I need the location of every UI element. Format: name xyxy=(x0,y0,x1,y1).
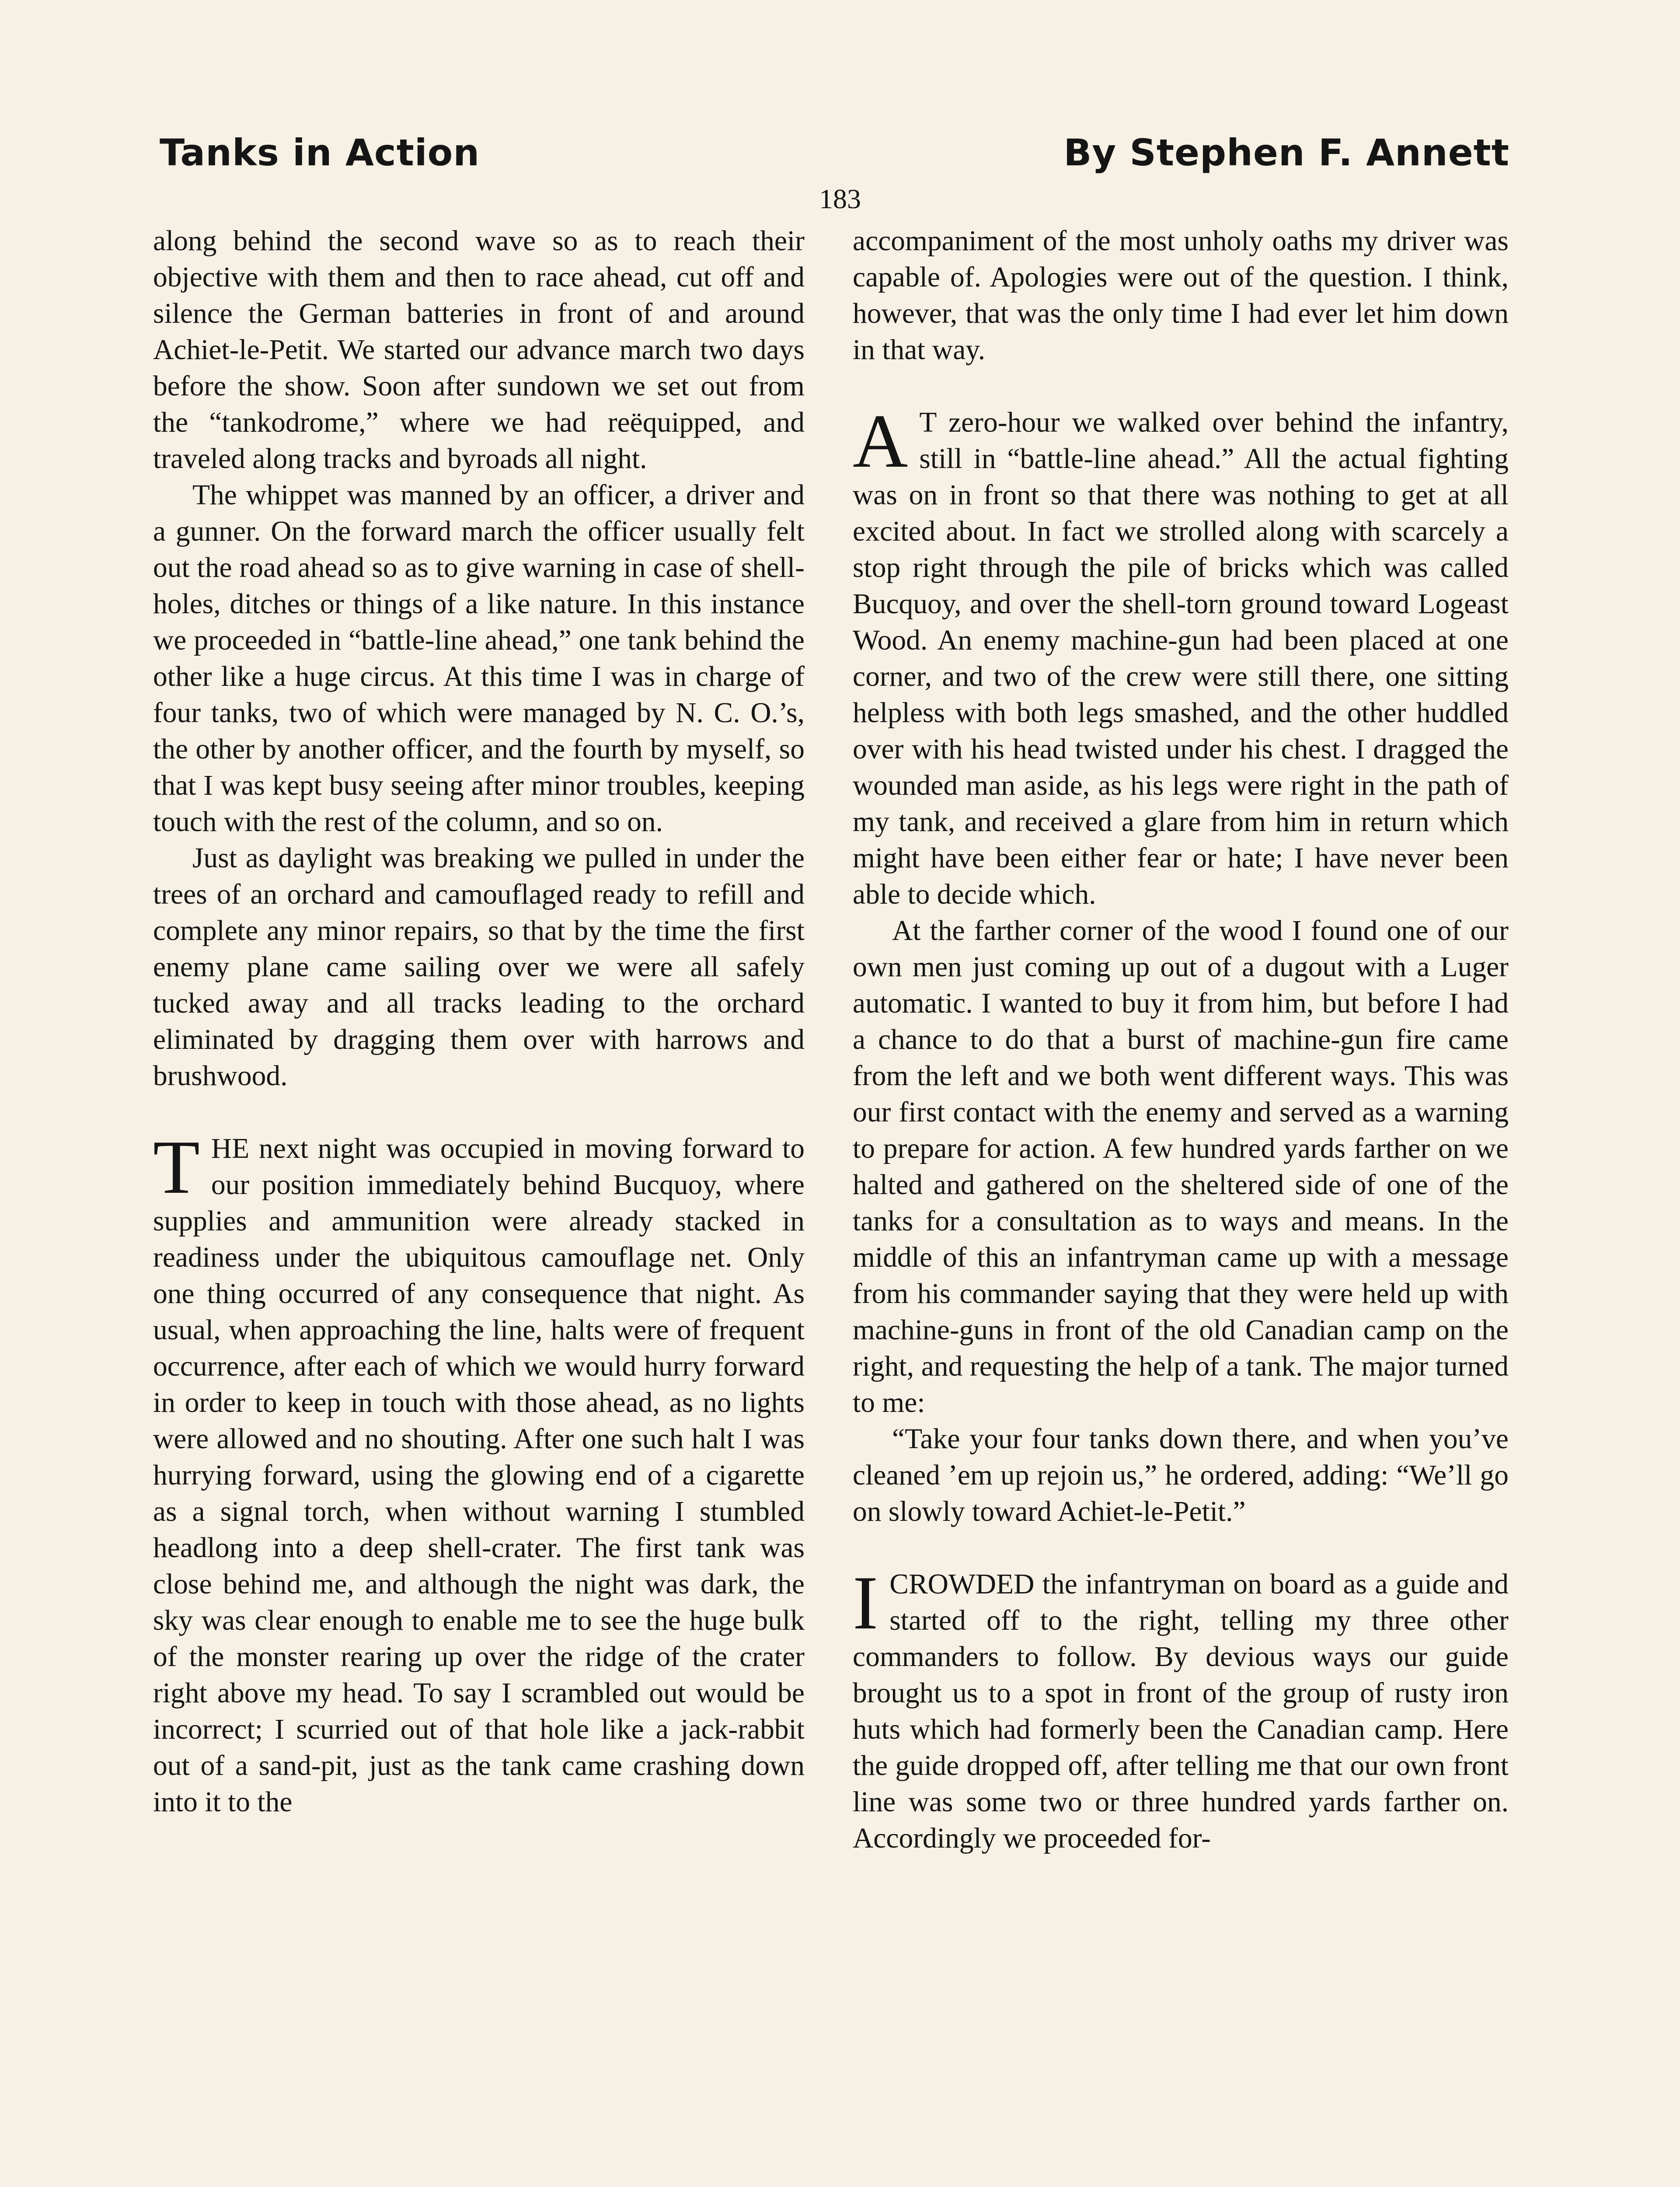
paragraph: accompaniment of the most unholy oaths my driver was capable of. Apologies were out of the question. I think, however, that was the only time I had ever let him down in that way. xyxy=(853,225,1509,366)
right-column xyxy=(853,223,1509,1857)
paragraph: The whippet was manned by an officer, a driver and a gunner. On the forward march the officer usually felt out the road ahead so as to give warning in case of shell-holes, ditches or things of a like nature. In this instance we proceeded in “battle-line ahead,” one tank behind the other like a huge circus. At this time I was in charge of four tanks, two of which were managed by N. C. O.’s, the other by another officer, and the fourth by myself, so that I was kept busy seeing after minor troubles, keeping touch with the rest of the column, and so on. xyxy=(153,479,805,838)
paragraph: “Take your four tanks down there, and when you’ve cleaned ’em up rejoin us,” he ordered, adding: “We’ll go on slowly toward Achiet-le-Petit.” xyxy=(853,1423,1509,1527)
section-paragraph xyxy=(853,398,1509,913)
paragraph: At the farther corner of the wood I found one of our own men just coming up out of a dugout with a Luger automatic. I wanted to buy it from him, but before I had a chance to do that a burst of machine-gun fire came from the left and we both went different ways. This was our first contact with the enemy and served as a warning to prepare for action. A few hundred yards farther on we halted and gathered on the sheltered side of one of the tanks for a consultation as to ways and means. In the middle of this an infantryman came up with a message from his commander saying that they were held up with machine-guns in front of the old Canadian camp on the right, and requesting the help of a tank. The major turned to me: xyxy=(853,915,1509,1418)
paragraph-text: CROWDED the infantryman on board as a guide and started off to the right, telling my three other commanders to follow. By devious ways our guide brought us to a spot in front of the group of rusty iron huts which had formerly been the Canadian camp. Here the guide dropped off, after telling me that our own front line was some two or three hundred yards farther on. Accordingly we proceeded for- xyxy=(853,1569,1509,1854)
drop-cap: I xyxy=(853,1560,878,1645)
page-number: 183 xyxy=(819,183,861,214)
section-paragraph xyxy=(153,1125,805,1820)
section-paragraph xyxy=(853,1560,1509,1857)
drop-cap: A xyxy=(853,398,908,483)
drop-cap: T xyxy=(153,1125,200,1209)
paragraph: along behind the second wave so as to reach their objective with them and then to race ahead, cut off and silence the German batteries in front of and around Achiet-le-Petit. We started our advance march two days before the show. Soon after sundown we set out from the “tankodrome,” where we had reëquipped, and traveled along tracks and byroads all night. xyxy=(153,225,805,475)
left-column xyxy=(153,223,805,1820)
paragraph-text: T zero-hour we walked over behind the infantry, still in “battle-line ahead.” All the actual fighting was on in front so that there was nothing to get at all excited about. In fact we strolled along with scarcely a stop right through the pile of bricks which was called Bucquoy, and over the shell-torn ground toward Logeast Wood. An enemy machine-gun had been placed at one corner, and two of the crew were still there, one sitting helpless with both legs smashed, and the other huddled over with his head twisted under his chest. I dragged the wounded man aside, as his legs were right in the path of my tank, and received a glare from him in return which might have been either fear or hate; I have never been able to decide which. xyxy=(853,407,1509,910)
running-title: Tanks in Action xyxy=(160,131,480,174)
paragraph-text: HE next night was occupied in moving forward to our position immediately behind Bucquoy, where supplies and ammunition were already stacked in readiness under the ubiquitous camouflage net. Only one thing occurred of any consequence that night. As usual, when approaching the line, halts were of frequent occurrence, after each of which we would hurry forward in order to keep in touch with those ahead, as no lights were allowed and no shouting. After one such halt I was hurrying forward, using the glowing end of a cigarette as a signal torch, when without warning I stumbled headlong into a deep shell-crater. The first tank was close behind me, and although the night was dark, the sky was clear enough to enable me to see the huge bulk of the monster rearing up over the ridge of the crater right above my head. To say I scrambled out would be incorrect; I scurried out of that hole like a jack-rabbit out of a sand-pit, just as the tank came crashing down into it to the xyxy=(153,1133,805,1818)
paragraph: Just as daylight was breaking we pulled in under the trees of an orchard and camouflaged ready to refill and complete any minor repairs, so that by the time the first enemy plane came sailing over we were all safely tucked away and all tracks leading to the orchard eliminated by dragging them over with harrows and brushwood. xyxy=(153,842,805,1092)
running-author: By Stephen F. Annett xyxy=(1063,131,1509,174)
